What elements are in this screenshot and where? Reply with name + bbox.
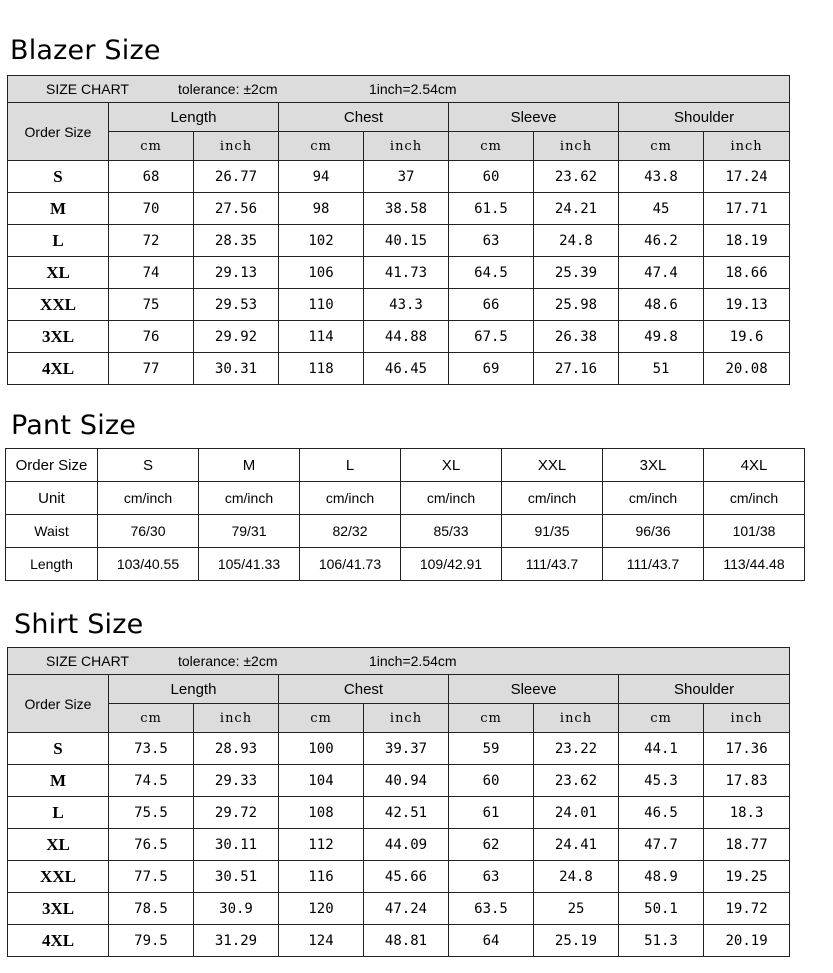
table-row: [8, 289, 790, 321]
pant-length-cell: 111/43.7: [502, 548, 603, 581]
unit-header: inch: [704, 132, 790, 161]
unit-header: cm: [279, 704, 364, 733]
measurement-cell: 29.33: [194, 765, 279, 797]
pant-order-size-header: Order Size: [6, 449, 98, 482]
measurement-cell: 24.21: [534, 193, 619, 225]
measurement-cell: 66: [449, 289, 534, 321]
measurement-cell: 18.77: [704, 829, 790, 861]
measurement-cell: 17.36: [704, 733, 790, 765]
measurement-cell: 45: [619, 193, 704, 225]
unit-header: inch: [534, 132, 619, 161]
measurement-cell: 48.9: [619, 861, 704, 893]
measurement-cell: 62: [449, 829, 534, 861]
shirt-size-table: [7, 647, 790, 957]
measurement-cell: 29.53: [194, 289, 279, 321]
measurement-cell: 49.8: [619, 321, 704, 353]
pant-size-header: M: [199, 449, 300, 482]
table-row: [8, 829, 790, 861]
shirt-title: Shirt Size: [14, 609, 144, 640]
measurement-cell: 45.3: [619, 765, 704, 797]
table-row: [8, 321, 790, 353]
unit-header: inch: [534, 704, 619, 733]
measurement-cell: 72: [109, 225, 194, 257]
measurement-cell: 19.72: [704, 893, 790, 925]
table-row: [8, 733, 790, 765]
measurement-cell: 44.88: [364, 321, 449, 353]
measurement-cell: 77: [109, 353, 194, 385]
measurement-cell: 100: [279, 733, 364, 765]
measurement-cell: 78.5: [109, 893, 194, 925]
pant-length-cell: 103/40.55: [98, 548, 199, 581]
size-label: XL: [8, 829, 109, 861]
blazer-size-table: [7, 75, 790, 385]
measurement-cell: 19.13: [704, 289, 790, 321]
table-row: [8, 353, 790, 385]
measurement-cell: 23.22: [534, 733, 619, 765]
measurement-cell: 28.35: [194, 225, 279, 257]
measurement-cell: 30.9: [194, 893, 279, 925]
size-label: 3XL: [8, 321, 109, 353]
table-row: [8, 225, 790, 257]
size-label: XL: [8, 257, 109, 289]
measurement-cell: 24.8: [534, 861, 619, 893]
measurement-cell: 20.19: [704, 925, 790, 957]
pant-length-cell: 111/43.7: [603, 548, 704, 581]
table-row: [8, 193, 790, 225]
pant-unit-cell: cm/inch: [502, 482, 603, 515]
shirt-size-chart-label: SIZE CHART: [46, 653, 129, 669]
measurement-cell: 44.1: [619, 733, 704, 765]
measurement-cell: 75: [109, 289, 194, 321]
measurement-cell: 47.24: [364, 893, 449, 925]
table-row: [8, 797, 790, 829]
pant-size-header: XXL: [502, 449, 603, 482]
pant-waist-cell: 79/31: [199, 515, 300, 548]
unit-header: inch: [364, 132, 449, 161]
measurement-cell: 110: [279, 289, 364, 321]
shirt-chart-bar: [8, 648, 790, 675]
pant-length-cell: 109/42.91: [401, 548, 502, 581]
measurement-cell: 63: [449, 861, 534, 893]
measurement-cell: 24.01: [534, 797, 619, 829]
pant-waist-cell: 82/32: [300, 515, 401, 548]
pant-length-cell: 106/41.73: [300, 548, 401, 581]
table-row: [8, 893, 790, 925]
measurement-cell: 29.72: [194, 797, 279, 829]
measurement-cell: 43.8: [619, 161, 704, 193]
measurement-cell: 116: [279, 861, 364, 893]
measurement-cell: 102: [279, 225, 364, 257]
size-label: S: [8, 733, 109, 765]
measurement-cell: 61: [449, 797, 534, 829]
measurement-cell: 25.39: [534, 257, 619, 289]
measurement-cell: 76: [109, 321, 194, 353]
measurement-cell: 30.31: [194, 353, 279, 385]
measurement-cell: 76.5: [109, 829, 194, 861]
blazer-length-header: Length: [109, 103, 279, 132]
shirt-length-header: Length: [109, 675, 279, 704]
shirt-chest-header: Chest: [279, 675, 449, 704]
unit-header: inch: [194, 704, 279, 733]
measurement-cell: 23.62: [534, 161, 619, 193]
measurement-cell: 120: [279, 893, 364, 925]
measurement-cell: 67.5: [449, 321, 534, 353]
measurement-cell: 68: [109, 161, 194, 193]
pant-size-header: XL: [401, 449, 502, 482]
measurement-cell: 46.5: [619, 797, 704, 829]
measurement-cell: 106: [279, 257, 364, 289]
measurement-cell: 73.5: [109, 733, 194, 765]
shirt-tolerance: tolerance: ±2cm: [178, 653, 278, 669]
blazer-order-size-header: Order Size: [8, 103, 109, 161]
measurement-cell: 77.5: [109, 861, 194, 893]
measurement-cell: 79.5: [109, 925, 194, 957]
measurement-cell: 40.15: [364, 225, 449, 257]
measurement-cell: 98: [279, 193, 364, 225]
measurement-cell: 94: [279, 161, 364, 193]
table-row: [8, 925, 790, 957]
pant-length-label: Length: [6, 548, 98, 581]
measurement-cell: 63.5: [449, 893, 534, 925]
measurement-cell: 26.77: [194, 161, 279, 193]
measurement-cell: 45.66: [364, 861, 449, 893]
measurement-cell: 30.51: [194, 861, 279, 893]
blazer-chart-bar: [8, 76, 790, 103]
measurement-cell: 48.81: [364, 925, 449, 957]
measurement-cell: 41.73: [364, 257, 449, 289]
unit-header: cm: [619, 132, 704, 161]
shirt-order-size-header: Order Size: [8, 675, 109, 733]
measurement-cell: 46.2: [619, 225, 704, 257]
shirt-sleeve-header: Sleeve: [449, 675, 619, 704]
measurement-cell: 104: [279, 765, 364, 797]
measurement-cell: 61.5: [449, 193, 534, 225]
size-label: 3XL: [8, 893, 109, 925]
measurement-cell: 30.11: [194, 829, 279, 861]
measurement-cell: 28.93: [194, 733, 279, 765]
measurement-cell: 50.1: [619, 893, 704, 925]
shirt-shoulder-header: Shoulder: [619, 675, 790, 704]
size-label: 4XL: [8, 353, 109, 385]
measurement-cell: 27.56: [194, 193, 279, 225]
measurement-cell: 17.71: [704, 193, 790, 225]
pant-waist-cell: 85/33: [401, 515, 502, 548]
blazer-chest-header: Chest: [279, 103, 449, 132]
measurement-cell: 24.41: [534, 829, 619, 861]
measurement-cell: 17.24: [704, 161, 790, 193]
measurement-cell: 26.38: [534, 321, 619, 353]
pant-size-header: 3XL: [603, 449, 704, 482]
blazer-shoulder-header: Shoulder: [619, 103, 790, 132]
measurement-cell: 29.92: [194, 321, 279, 353]
size-label: L: [8, 797, 109, 829]
pant-unit-cell: cm/inch: [98, 482, 199, 515]
unit-header: cm: [279, 132, 364, 161]
pant-waist-cell: 91/35: [502, 515, 603, 548]
measurement-cell: 47.4: [619, 257, 704, 289]
measurement-cell: 18.66: [704, 257, 790, 289]
measurement-cell: 23.62: [534, 765, 619, 797]
measurement-cell: 19.25: [704, 861, 790, 893]
measurement-cell: 124: [279, 925, 364, 957]
measurement-cell: 69: [449, 353, 534, 385]
unit-header: cm: [449, 132, 534, 161]
unit-header: cm: [109, 132, 194, 161]
measurement-cell: 31.29: [194, 925, 279, 957]
measurement-cell: 18.3: [704, 797, 790, 829]
measurement-cell: 51: [619, 353, 704, 385]
pant-title: Pant Size: [11, 410, 137, 441]
measurement-cell: 29.13: [194, 257, 279, 289]
pant-waist-cell: 101/38: [704, 515, 805, 548]
table-row: [8, 161, 790, 193]
measurement-cell: 59: [449, 733, 534, 765]
measurement-cell: 46.45: [364, 353, 449, 385]
pant-size-header: L: [300, 449, 401, 482]
table-row: [8, 765, 790, 797]
measurement-cell: 18.19: [704, 225, 790, 257]
shirt-table-body: [8, 733, 790, 957]
measurement-cell: 47.7: [619, 829, 704, 861]
unit-header: cm: [109, 704, 194, 733]
pant-unit-cell: cm/inch: [401, 482, 502, 515]
unit-header: inch: [364, 704, 449, 733]
measurement-cell: 38.58: [364, 193, 449, 225]
measurement-cell: 108: [279, 797, 364, 829]
table-row: [8, 257, 790, 289]
size-label: M: [8, 193, 109, 225]
pant-waist-cell: 76/30: [98, 515, 199, 548]
measurement-cell: 44.09: [364, 829, 449, 861]
measurement-cell: 74: [109, 257, 194, 289]
measurement-cell: 112: [279, 829, 364, 861]
unit-header: cm: [449, 704, 534, 733]
size-label: M: [8, 765, 109, 797]
pant-size-header: S: [98, 449, 199, 482]
blazer-table-body: [8, 161, 790, 385]
measurement-cell: 24.8: [534, 225, 619, 257]
measurement-cell: 114: [279, 321, 364, 353]
measurement-cell: 42.51: [364, 797, 449, 829]
measurement-cell: 74.5: [109, 765, 194, 797]
measurement-cell: 60: [449, 765, 534, 797]
unit-header: inch: [704, 704, 790, 733]
measurement-cell: 20.08: [704, 353, 790, 385]
size-label: S: [8, 161, 109, 193]
table-row: [8, 861, 790, 893]
pant-waist-label: Waist: [6, 515, 98, 548]
size-label: XXL: [8, 861, 109, 893]
pant-length-cell: 113/44.48: [704, 548, 805, 581]
pant-size-table: [5, 448, 805, 581]
measurement-cell: 48.6: [619, 289, 704, 321]
measurement-cell: 75.5: [109, 797, 194, 829]
pant-unit-cell: cm/inch: [603, 482, 704, 515]
measurement-cell: 63: [449, 225, 534, 257]
pant-unit-cell: cm/inch: [199, 482, 300, 515]
measurement-cell: 43.3: [364, 289, 449, 321]
pant-waist-cell: 96/36: [603, 515, 704, 548]
unit-header: cm: [619, 704, 704, 733]
measurement-cell: 60: [449, 161, 534, 193]
size-label: XXL: [8, 289, 109, 321]
blazer-tolerance: tolerance: ±2cm: [178, 81, 278, 97]
measurement-cell: 37: [364, 161, 449, 193]
measurement-cell: 64: [449, 925, 534, 957]
shirt-inch-conversion: 1inch=2.54cm: [369, 653, 457, 669]
measurement-cell: 51.3: [619, 925, 704, 957]
pant-unit-label: Unit: [6, 482, 98, 515]
pant-length-cell: 105/41.33: [199, 548, 300, 581]
measurement-cell: 25: [534, 893, 619, 925]
pant-unit-cell: cm/inch: [704, 482, 805, 515]
size-label: L: [8, 225, 109, 257]
measurement-cell: 64.5: [449, 257, 534, 289]
measurement-cell: 27.16: [534, 353, 619, 385]
blazer-size-chart-label: SIZE CHART: [46, 81, 129, 97]
measurement-cell: 19.6: [704, 321, 790, 353]
pant-unit-cell: cm/inch: [300, 482, 401, 515]
measurement-cell: 70: [109, 193, 194, 225]
size-label: 4XL: [8, 925, 109, 957]
blazer-sleeve-header: Sleeve: [449, 103, 619, 132]
pant-size-header: 4XL: [704, 449, 805, 482]
measurement-cell: 25.19: [534, 925, 619, 957]
unit-header: inch: [194, 132, 279, 161]
blazer-title: Blazer Size: [10, 35, 161, 66]
measurement-cell: 40.94: [364, 765, 449, 797]
measurement-cell: 39.37: [364, 733, 449, 765]
measurement-cell: 118: [279, 353, 364, 385]
blazer-inch-conversion: 1inch=2.54cm: [369, 81, 457, 97]
measurement-cell: 17.83: [704, 765, 790, 797]
measurement-cell: 25.98: [534, 289, 619, 321]
